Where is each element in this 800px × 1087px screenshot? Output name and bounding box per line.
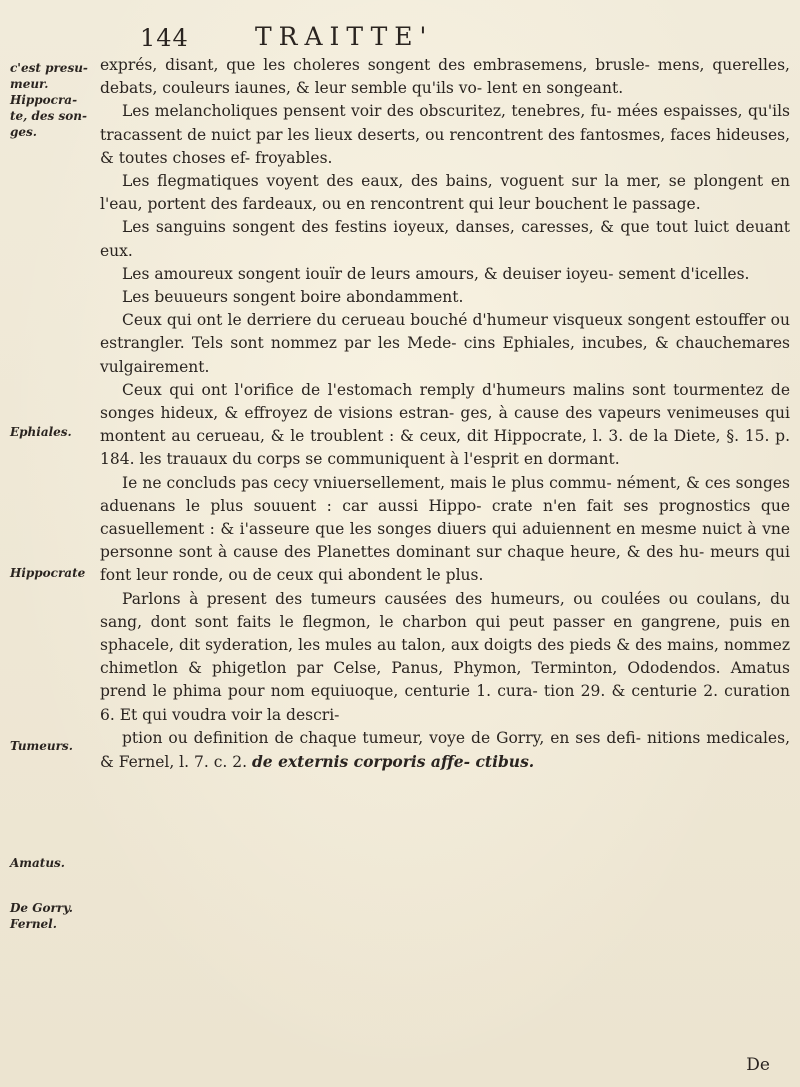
margin-note-4: Tumeurs. xyxy=(10,739,73,753)
paragraph: Ceux qui ont l'orifice de l'estomach remply d'humeurs malins sont tourmentez de songes hideux, & effroyez de visions estran- ges, à cause des vapeurs venimeuses qui montent au cerueau, & le troublent : & ceux, dit Hippocrate, l. 3. de la Diete, §. 15. p. 184. les trauaux du corps se communiquent à l'esprit en dormant. xyxy=(100,380,790,469)
margin-note-6: De Gorry. Fernel. xyxy=(10,901,73,931)
running-title: TRAITTE' xyxy=(255,22,434,51)
paragraph xyxy=(100,727,790,774)
catchword: De xyxy=(746,1055,770,1075)
margin-note-3: Hippocrate xyxy=(10,566,86,580)
margin-note-2: Ephiales. xyxy=(10,425,72,439)
page-number: 144 xyxy=(140,24,189,52)
paragraph: Les sanguins songent des festins ioyeux, danses, caresses, & que tout luict deuant eux. xyxy=(100,218,790,260)
paragraph: Les melancholiques pensent voir des obscuritez, tenebres, fu- mées espaisses, qu'ils tracassent de nuict par les lieux deserts, ou rencontrent des fantosmes, faces hideuses, & toutes choses ef- froyables. xyxy=(100,102,790,167)
margin-note-5: Amatus. xyxy=(10,856,65,870)
margin-notes xyxy=(10,0,90,1087)
paragraph: Ie ne concluds pas cecy vniuersellement, mais le plus commu- nément, & ces songes aduenans le plus souuent : car aussi Hippo- crate n'en fait ses prognostics que casuellement : & i'asseure que les songes diuers qui aduiennent en mesme nuict à vne personne sont à cause des Planettes dominant sur chaque heure, & des hu- meurs qui font leur ronde, ou de ceux qui abondent le plus. xyxy=(100,473,790,585)
margin-note-1: c'est presu- meur. Hippocra- te, des son- ges. xyxy=(10,61,88,139)
page-header xyxy=(140,20,710,50)
paragraph: exprés, disant, que les choleres songent des embrasemens, brusle- mens, querelles, debats, couleurs iaunes, & leur semble qu'ils vo- lent en songeant. xyxy=(100,56,790,98)
paragraph-text: ption ou definition de chaque tumeur, voye de Gorry, en ses defi- nitions medicales, & Fernel, l. 7. c. 2. xyxy=(100,728,790,772)
paragraph: Les beuueurs songent boire abondamment. xyxy=(122,288,464,307)
paragraph: Les flegmatiques voyent des eaux, des bains, voguent sur la mer, se plongent en l'eau, portent des fardeaux, ou en rencontrent qui leur bouchent le passage. xyxy=(100,172,790,214)
body-text xyxy=(100,54,790,774)
paragraph: Parlons à present des tumeurs causées des humeurs, ou coulées ou coulans, du sang, dont sont faits le flegmon, le charbon qui peut passer en gangrene, puis en sphacele, dit syderation, les mules au talon, aux doigts des pieds & des mains, nommez chimetlon & phigetlon par Celse, Panus, Phymon, Terminton, Ododendos. Amatus prend le phima pour nom equiuoque, centurie 1. cura- tion 29. & centurie 2. curation 6. Et qui voudra voir la descri- xyxy=(100,589,790,724)
paragraph: Ceux qui ont le derriere du cerueau bouché d'humeur visqueux songent estouffer ou estrangler. Tels sont nommez par les Mede- cins Ephiales, incubes, & chauchemares vulgairement. xyxy=(100,311,790,376)
italic-citation: de externis corporis affe- ctibus. xyxy=(251,752,535,772)
paragraph: Les amoureux songent iouïr de leurs amours, & deuiser ioyeu- sement d'icelles. xyxy=(122,264,750,283)
